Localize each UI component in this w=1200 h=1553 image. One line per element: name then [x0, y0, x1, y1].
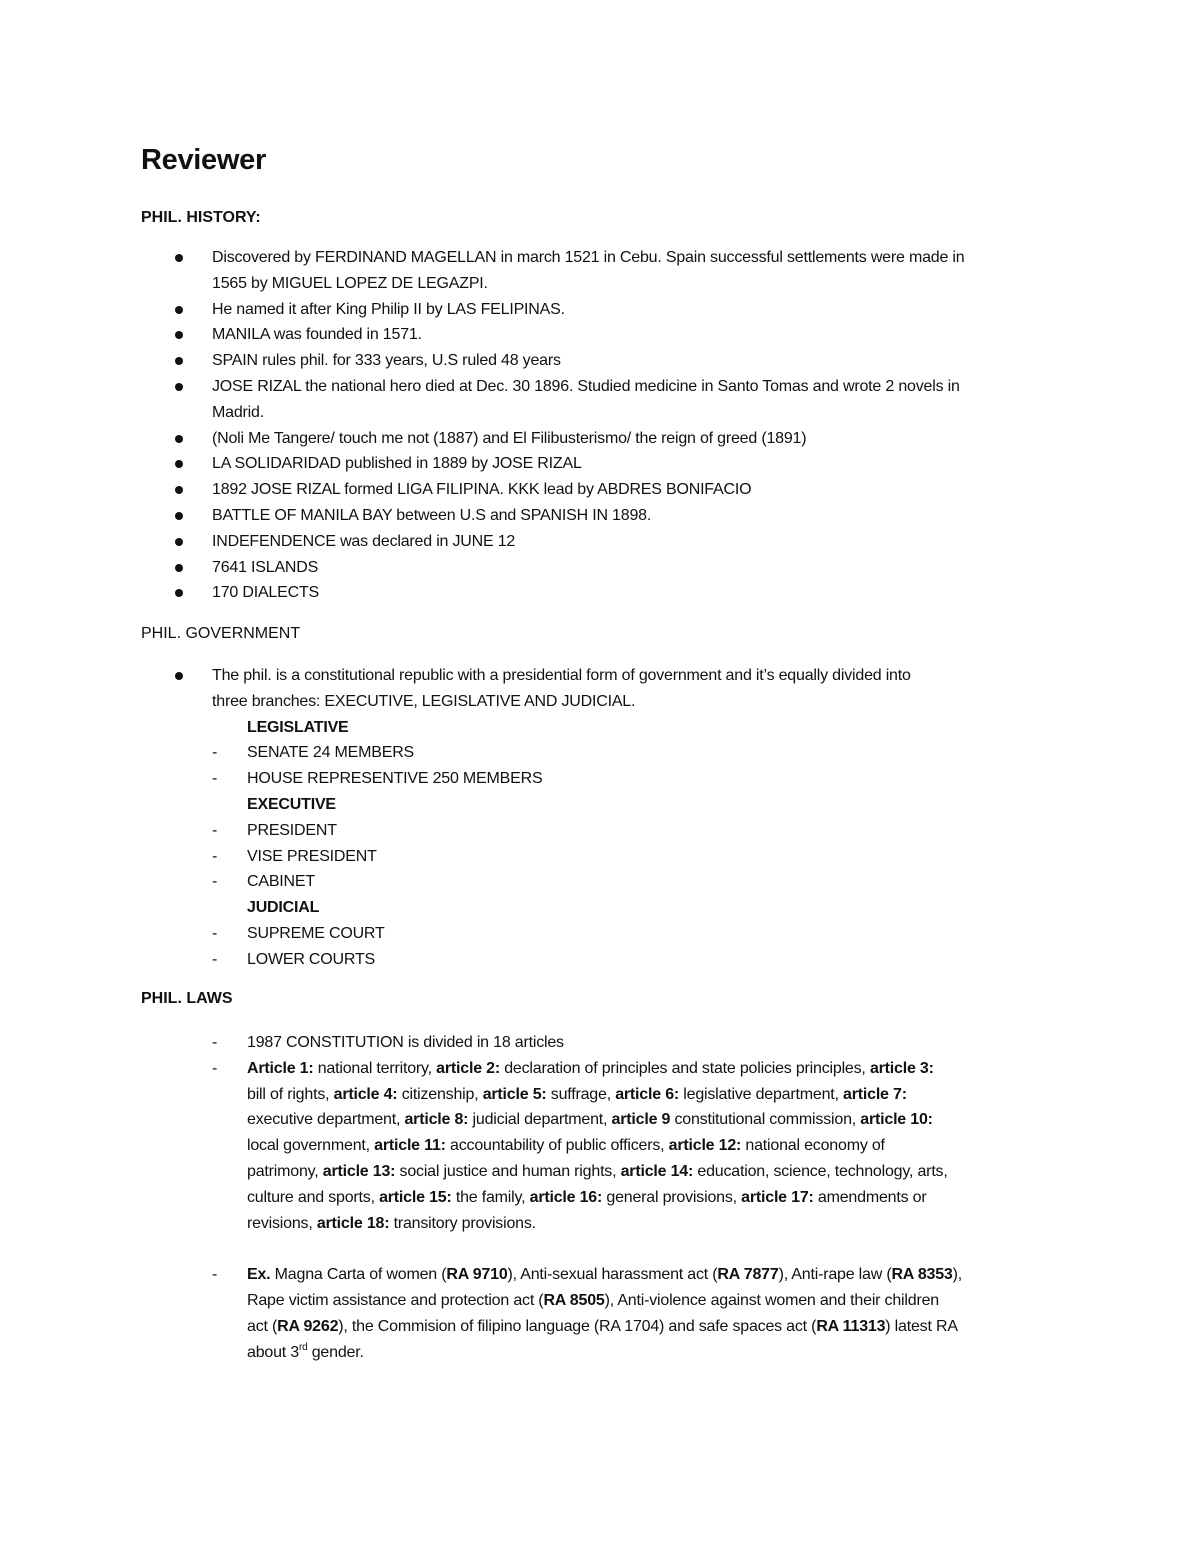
bullet-icon	[175, 383, 183, 391]
bullet-icon	[175, 672, 183, 680]
page-title: Reviewer	[141, 144, 266, 176]
history-heading: PHIL. HISTORY:	[141, 209, 261, 226]
bullet-icon	[175, 512, 183, 520]
bullet-icon	[175, 460, 183, 468]
bullet-icon	[175, 435, 183, 443]
dash-marker: -	[212, 873, 218, 891]
branch-member: SENATE 24 MEMBERS	[247, 744, 415, 762]
articles-line: culture and sports, article 15: the family, article 16: general provisions, article 17: amendments or	[247, 1188, 927, 1206]
dash-marker: -	[212, 950, 218, 968]
bullet-icon	[175, 357, 183, 365]
laws-constitution-line: 1987 CONSTITUTION is divided in 18 articles	[247, 1034, 564, 1051]
history-item-line: BATTLE OF MANILA BAY between U.S and SPANISH IN 1898.	[212, 507, 652, 524]
articles-line: bill of rights, article 4: citizenship, article 5: suffrage, article 6: legislative department, article 7:	[247, 1085, 907, 1103]
dash-marker: -	[212, 1059, 218, 1077]
branch-label-executive: EXECUTIVE	[247, 796, 336, 813]
history-item-line: 1565 by MIGUEL LOPEZ DE LEGAZPI.	[212, 274, 488, 292]
history-item-line: INDEFENDENCE was declared in JUNE 12	[212, 532, 516, 550]
branch-label-judicial: JUDICIAL	[247, 899, 320, 917]
branch-member: PRESIDENT	[247, 821, 337, 839]
dash-marker: -	[212, 1034, 218, 1051]
bullet-icon	[175, 564, 183, 572]
history-item-line: 170 DIALECTS	[212, 584, 319, 602]
government-intro-line: The phil. is a constitutional republic with a presidential form of government and it’s equally divided into	[212, 667, 911, 684]
branch-member: LOWER COURTS	[247, 950, 375, 968]
laws-heading: PHIL. LAWS	[141, 990, 233, 1007]
branch-member: HOUSE REPRESENTIVE 250 MEMBERS	[247, 770, 543, 788]
bullet-icon	[175, 589, 183, 597]
branch-label-legislative: LEGISLATIVE	[247, 718, 349, 736]
history-item-line: Madrid.	[212, 403, 264, 421]
articles-line: local government, article 11: accountability of public officers, article 12: national economy of	[247, 1137, 885, 1155]
branch-member: SUPREME COURT	[247, 925, 385, 942]
history-item-line: LA SOLIDARIDAD published in 1889 by JOSE RIZAL	[212, 455, 582, 473]
history-item-line: 1892 JOSE RIZAL formed LIGA FILIPINA. KKK lead by ABDRES BONIFACIO	[212, 481, 752, 499]
bullet-icon	[175, 306, 183, 314]
dash-marker: -	[212, 925, 218, 942]
dash-marker: -	[212, 770, 218, 788]
bullet-icon	[175, 486, 183, 494]
articles-line: revisions, article 18: transitory provisions.	[247, 1214, 536, 1232]
branch-member: CABINET	[247, 873, 315, 891]
articles-line: patrimony, article 13: social justice and human rights, article 14: education, science, technology, arts,	[247, 1163, 948, 1180]
history-item-line: 7641 ISLANDS	[212, 558, 319, 576]
history-item-line: (Noli Me Tangere/ touch me not (1887) and El Filibusterismo/ the reign of greed (1891)	[212, 429, 807, 447]
dash-marker: -	[212, 1266, 218, 1284]
bullet-icon	[175, 538, 183, 546]
articles-line: Article 1: national territory, article 2: declaration of principles and state policies principles, article 3:	[247, 1059, 934, 1077]
examples-line: act (RA 9262), the Commision of filipino language (RA 1704) and safe spaces act (RA 11313) latest RA	[247, 1317, 958, 1335]
history-item-line: Discovered by FERDINAND MAGELLAN in march 1521 in Cebu. Spain successful settlements were made in	[212, 249, 965, 266]
government-intro-line: three branches: EXECUTIVE, LEGISLATIVE AND JUDICIAL.	[212, 692, 636, 710]
examples-line: about 3rd gender.	[247, 1341, 364, 1361]
dash-marker: -	[212, 847, 218, 865]
articles-line: executive department, article 8: judicial department, article 9 constitutional commission, article 10:	[247, 1111, 933, 1129]
history-item-line: He named it after King Philip II by LAS FELIPINAS.	[212, 300, 565, 318]
branch-member: VISE PRESIDENT	[247, 847, 377, 865]
bullet-icon	[175, 331, 183, 339]
examples-line: Rape victim assistance and protection act (RA 8505), Anti-violence against women and their children	[247, 1292, 939, 1309]
history-item-line: JOSE RIZAL the national hero died at Dec. 30 1896. Studied medicine in Santo Tomas and wrote 2 novels in	[212, 378, 960, 395]
examples-line: Ex. Magna Carta of women (RA 9710), Anti-sexual harassment act (RA 7877), Anti-rape law (RA 8353),	[247, 1266, 962, 1284]
government-heading: PHIL. GOVERNMENT	[141, 625, 301, 642]
history-item-line: MANILA was founded in 1571.	[212, 326, 422, 344]
bullet-icon	[175, 254, 183, 262]
dash-marker: -	[212, 744, 218, 762]
dash-marker: -	[212, 821, 218, 839]
history-item-line: SPAIN rules phil. for 333 years, U.S ruled 48 years	[212, 352, 561, 370]
